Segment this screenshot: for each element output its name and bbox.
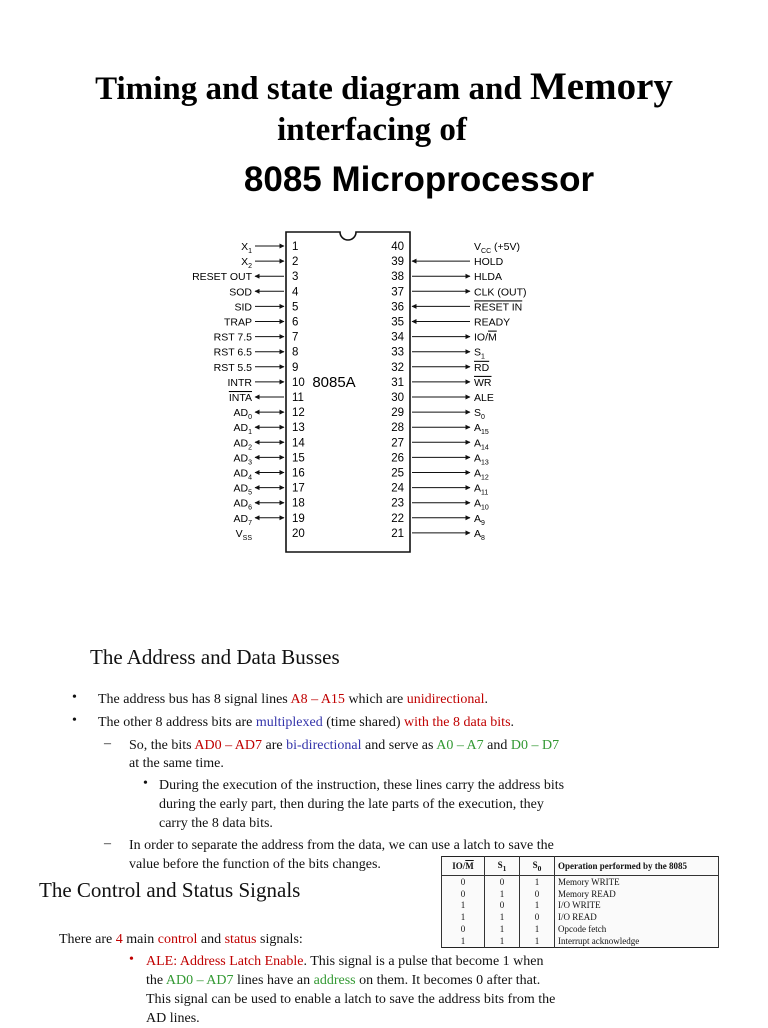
operation-cell: Memory READ — [555, 888, 719, 900]
pin-18 — [234, 498, 305, 512]
pin-number: 19 — [292, 512, 305, 525]
pin-name: $A_{10}$ — [474, 497, 489, 512]
pin-number: 28 — [391, 422, 404, 435]
pin-37 — [391, 286, 526, 298]
pin-name: $A_{13}$ — [474, 452, 489, 467]
pin-number: 27 — [391, 437, 404, 450]
pin-34 — [391, 332, 497, 344]
ale-line-4: AD lines. — [146, 1011, 200, 1026]
pin-number: 10 — [292, 376, 305, 389]
pin-number: 14 — [292, 437, 305, 450]
pin-name: RST 7.5 — [213, 331, 252, 344]
latch-note-line-2: value before the function of the bits changes. — [129, 857, 381, 872]
status-table-row — [442, 935, 719, 947]
pin-name: $A_{12}$ — [474, 467, 489, 482]
signal-cell: 1 — [485, 888, 520, 900]
pin-name: SID — [234, 301, 252, 314]
signal-cell: 1 — [442, 900, 485, 912]
pin-name: $A_{14}$ — [474, 437, 489, 452]
pin-name: RESET IN — [474, 301, 523, 314]
signal-cell: 0 — [485, 900, 520, 912]
signal-cell: 0 — [442, 923, 485, 935]
ad-bits-subbullet-cont: at the same time. — [129, 756, 224, 771]
pin-17 — [234, 483, 305, 497]
status-table-row — [442, 876, 719, 888]
pin-number: 26 — [391, 452, 404, 465]
signal-cell: 0 — [442, 888, 485, 900]
pin-number: 13 — [292, 422, 305, 435]
header-iom: $IO/\overline{M}$ — [442, 857, 485, 876]
bullet-dot: • — [72, 690, 77, 705]
execution-note-line-3: carry the 8 data bits. — [159, 816, 273, 831]
pin-name: WR — [474, 376, 492, 389]
pin-32 — [391, 362, 489, 374]
pin-number: 29 — [391, 407, 404, 420]
pin-number: 1 — [292, 241, 299, 253]
pin-name: $AD_0$ — [233, 407, 252, 422]
pin-12 — [234, 407, 305, 421]
pin-13 — [234, 422, 305, 436]
pin-number: 39 — [391, 256, 404, 269]
pin-number: 7 — [292, 331, 299, 344]
status-table-row — [442, 912, 719, 924]
ale-line-2: the AD0 – AD7 lines have an address on them. It becomes 0 after that. — [146, 973, 541, 988]
signal-cell: 1 — [520, 935, 555, 947]
pin-1 — [241, 241, 298, 255]
pin-number: 33 — [391, 346, 404, 359]
pin-36 — [391, 301, 522, 313]
operation-cell: Opcode fetch — [555, 923, 719, 935]
pin-2 — [241, 256, 298, 270]
pin-number: 32 — [391, 361, 404, 374]
status-table-row — [442, 923, 719, 935]
pin-10 — [228, 377, 305, 389]
bullet-dot: • — [143, 776, 148, 791]
pin-22 — [391, 513, 485, 527]
pin-19 — [234, 513, 305, 527]
section-heading-control-status: The Control and Status Signals — [39, 878, 301, 902]
signal-cell: 0 — [520, 888, 555, 900]
pin-name: RESET OUT — [192, 271, 252, 284]
pin-number: 2 — [292, 256, 299, 269]
header-s0: $S_0$ — [520, 857, 555, 876]
pin-number: 30 — [391, 392, 404, 404]
pin-number: 9 — [292, 361, 299, 374]
pin-25 — [391, 468, 489, 482]
pin-name: $AD_1$ — [233, 422, 252, 437]
ale-line-1: ALE: Address Latch Enable. This signal is a pulse that become 1 when — [146, 954, 544, 969]
pin-number: 6 — [292, 316, 299, 329]
pin-number: 12 — [292, 407, 305, 420]
pin-15 — [234, 452, 305, 466]
operation-cell: Memory WRITE — [555, 876, 719, 888]
pin-29 — [391, 407, 485, 421]
pin-number: 22 — [391, 512, 404, 525]
title-memory-word: Memory — [529, 65, 673, 108]
pin-11 — [229, 392, 304, 404]
signal-cell: 1 — [485, 912, 520, 924]
pin-number: 21 — [391, 527, 404, 540]
pin-name: $S_0$ — [474, 407, 485, 422]
pin-name: INTR — [227, 376, 252, 389]
pin-number: 34 — [391, 331, 404, 344]
pin-number: 25 — [391, 467, 404, 480]
pin-name: $X_1$ — [241, 241, 252, 255]
signal-cell: 0 — [520, 912, 555, 924]
pin-name: RST 6.5 — [213, 346, 252, 359]
pin-name: ALE — [474, 392, 494, 404]
pin-23 — [391, 498, 489, 512]
operation-cell: Interrupt acknowledge — [555, 935, 719, 947]
multiplexed-bullet: The other 8 address bits are multiplexed (time shared) with the 8 data bits. — [98, 715, 515, 730]
pin-35 — [391, 317, 510, 329]
pin-number: 18 — [292, 497, 305, 510]
pin-number: 5 — [292, 301, 299, 314]
chip-label: 8085A — [312, 374, 356, 391]
header-operation: Operation performed by the 8085 — [555, 857, 719, 876]
bullet-dot: • — [129, 952, 134, 967]
page-title-line-1 — [0, 64, 768, 109]
execution-note-line-2: during the early part, then during the late parts of the execution, they — [159, 797, 544, 812]
dash-marker: – — [104, 836, 111, 851]
pin-name: $V_{CC}$ (+5V) — [474, 241, 521, 255]
header-s1: $S_1$ — [485, 857, 520, 876]
status-table — [441, 856, 719, 948]
pin-5 — [234, 301, 298, 313]
pin-6 — [224, 317, 298, 329]
pin-number: 40 — [391, 241, 404, 253]
status-table-body — [442, 876, 719, 948]
status-table-row — [442, 888, 719, 900]
ale-line-3: This signal can be used to enable a latch to save the address bits from the — [146, 992, 556, 1007]
pin-name: HOLD — [474, 256, 504, 269]
pin-30 — [391, 392, 494, 404]
pin-number: 3 — [292, 271, 299, 284]
pin-name: HLDA — [474, 271, 503, 284]
pin-14 — [234, 437, 306, 451]
pin-name: INTA — [228, 392, 252, 404]
signal-cell: 1 — [485, 923, 520, 935]
pin-name: $AD_7$ — [233, 512, 252, 527]
page-title-line-3: 8085 Microprocessor — [243, 160, 595, 199]
address-bus-bullet: The address bus has 8 signal lines A8 – A15 which are unidirectional. — [98, 692, 489, 707]
pin-name: $A_{15}$ — [474, 422, 489, 437]
signal-cell: 1 — [442, 912, 485, 924]
pin-20 — [236, 528, 305, 542]
pin-name: $V_{SS}$ — [235, 527, 252, 542]
pin-name: $AD_3$ — [233, 452, 252, 467]
pin-name: $S_1$ — [474, 346, 485, 361]
pin-31 — [391, 377, 492, 389]
pin-name: RD — [474, 361, 490, 374]
pin-28 — [391, 422, 489, 436]
pin-number: 17 — [292, 482, 305, 495]
pin-name: $AD_5$ — [233, 482, 252, 497]
pin-name: RST 5.5 — [213, 361, 252, 374]
latch-note-line-1: In order to separate the address from the data, we can use a latch to save the — [129, 838, 554, 853]
pin-name: IO/M — [474, 331, 497, 344]
pin-3 — [192, 271, 298, 283]
pin-number: 35 — [391, 316, 404, 329]
pin-name: $AD_2$ — [233, 437, 252, 452]
pin-number: 38 — [391, 271, 404, 284]
pin-number: 11 — [292, 392, 304, 404]
signal-cell: 1 — [442, 935, 485, 947]
operation-cell: I/O WRITE — [555, 900, 719, 912]
pin-38 — [391, 271, 502, 283]
pin-number: 8 — [292, 346, 299, 359]
pin-name: $X_2$ — [241, 256, 252, 271]
pin-number: 16 — [292, 467, 305, 480]
pin-27 — [391, 437, 489, 451]
signal-cell: 1 — [520, 900, 555, 912]
pin-name: CLK (OUT) — [474, 286, 527, 299]
signal-cell: 1 — [520, 923, 555, 935]
status-table-header — [442, 857, 719, 876]
pin-number: 37 — [391, 286, 404, 299]
pin-name: READY — [474, 316, 511, 329]
bullet-dot: • — [72, 713, 77, 728]
pin-16 — [234, 468, 305, 482]
pin-number: 31 — [391, 376, 404, 389]
signal-cell: 0 — [485, 876, 520, 888]
title-prefix: Timing and state diagram and — [95, 71, 530, 107]
ad-bits-subbullet: So, the bits AD0 – AD7 are bi-directional and serve as A0 – A7 and D0 – D7 — [129, 738, 560, 753]
pin-name: $A_9$ — [474, 512, 485, 527]
pin-39 — [391, 256, 503, 268]
pin-name: TRAP — [223, 316, 252, 329]
pin-number: 23 — [391, 497, 404, 510]
pin-26 — [391, 452, 489, 466]
pin-name: $AD_6$ — [233, 497, 252, 512]
page-title-line-2: interfacing of — [277, 112, 467, 148]
pin-number: 36 — [391, 301, 404, 314]
dash-marker: – — [104, 736, 111, 751]
pin-number: 20 — [292, 527, 305, 540]
pin-name: $A_8$ — [474, 527, 485, 542]
pin-21 — [391, 528, 485, 542]
pin-name: $A_{11}$ — [474, 482, 489, 497]
pin-4 — [229, 286, 299, 298]
signal-cell: 1 — [485, 935, 520, 947]
pin-number: 4 — [292, 286, 299, 299]
operation-cell: I/O READ — [555, 912, 719, 924]
pin-name: $AD_4$ — [233, 467, 252, 482]
control-intro: There are 4 main control and status signals: — [59, 932, 303, 947]
execution-note-line-1: During the execution of the instruction, these lines carry the address bits — [159, 778, 565, 793]
right-pins — [391, 241, 526, 542]
signal-cell: 1 — [520, 876, 555, 888]
signal-cell: 0 — [442, 876, 485, 888]
section-heading-address-data: The Address and Data Busses — [90, 645, 340, 669]
left-pins — [192, 241, 305, 542]
pin-24 — [391, 483, 488, 497]
pin-33 — [391, 347, 485, 361]
pin-number: 24 — [391, 482, 404, 495]
status-table-row — [442, 900, 719, 912]
pin-name: SOD — [229, 286, 252, 299]
pin-diagram — [160, 222, 560, 562]
pin-number: 15 — [292, 452, 305, 465]
